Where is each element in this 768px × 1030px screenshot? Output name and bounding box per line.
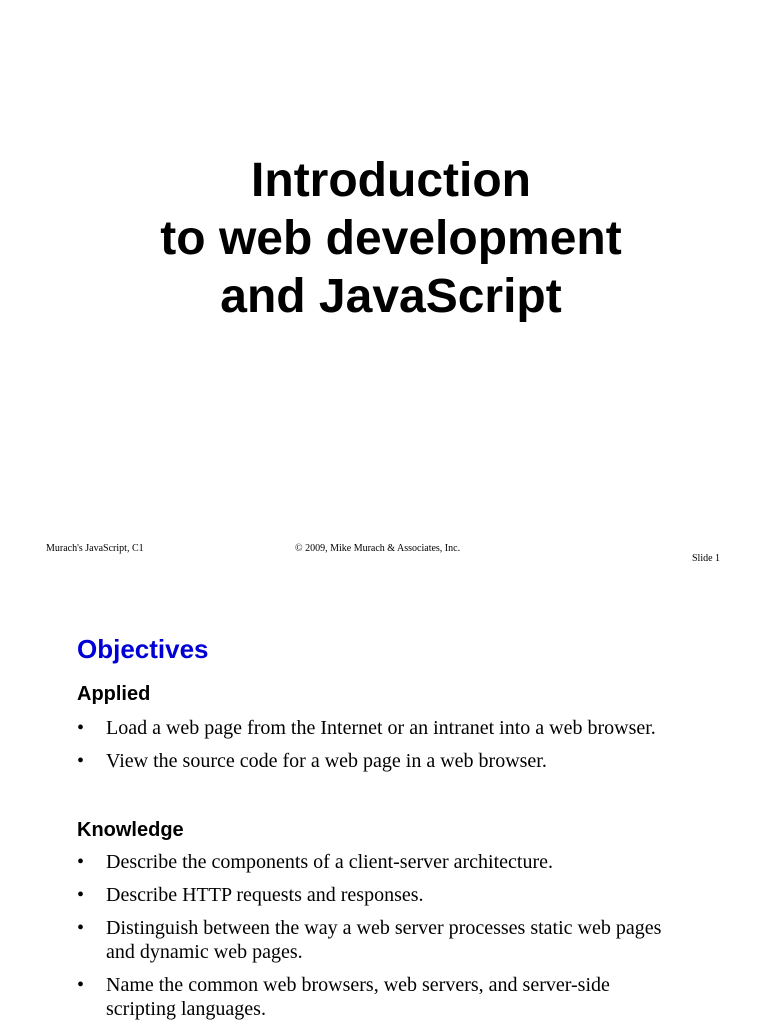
bullet-icon: • <box>77 917 85 939</box>
list-item <box>77 850 677 874</box>
bullet-icon: • <box>77 750 85 772</box>
list-item <box>77 883 677 907</box>
list-item-text: Describe the components of a client-server architecture. <box>106 851 554 873</box>
section-heading-knowledge: Knowledge <box>77 819 184 841</box>
title-line-1: Introduction <box>251 154 531 207</box>
bullet-icon: • <box>77 884 85 906</box>
footer-copyright: © 2009, Mike Murach & Associates, Inc. <box>295 543 461 554</box>
list-item-text: Distinguish between the way a web server processes static web pages and dynamic web pages. <box>106 917 662 963</box>
bullet-icon: • <box>77 851 85 873</box>
list-item-text: Name the common web browsers, web servers, and server-side scripting languages. <box>106 974 610 1020</box>
footer-book-label: Murach's JavaScript, C1 <box>46 543 144 554</box>
title-line-3: and JavaScript <box>220 270 562 323</box>
bullet-icon: • <box>77 974 85 996</box>
knowledge-list <box>77 850 677 1030</box>
applied-list <box>77 716 677 782</box>
list-item <box>77 749 677 773</box>
list-item <box>77 716 677 740</box>
section-heading-applied: Applied <box>77 683 151 705</box>
bullet-icon: • <box>77 717 85 739</box>
objectives-heading: Objectives <box>77 634 209 664</box>
list-item <box>77 916 677 964</box>
list-item-text: Describe HTTP requests and responses. <box>106 884 424 906</box>
list-item-text: Load a web page from the Internet or an intranet into a web browser. <box>106 717 656 739</box>
footer-slide-number: Slide 1 <box>692 553 721 564</box>
list-item-text: View the source code for a web page in a web browser. <box>106 750 547 772</box>
title-line-2: to web development <box>160 212 622 265</box>
list-item <box>77 973 677 1021</box>
slide-title <box>0 152 768 326</box>
